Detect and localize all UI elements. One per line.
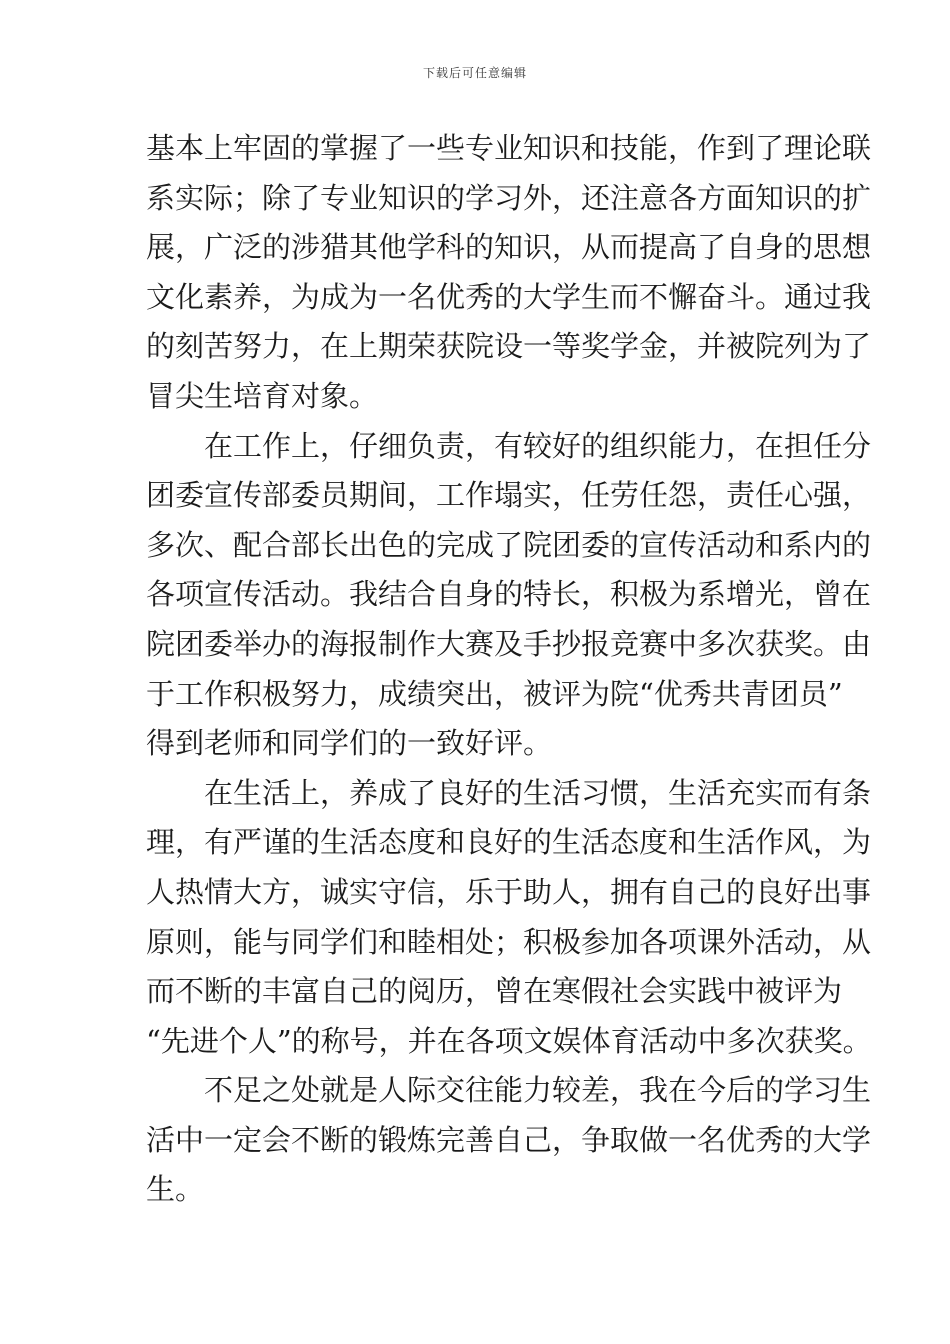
text-line: 各项宣传活动。我结合自身的特长，积极为系增光，曾在 xyxy=(146,577,872,612)
text-line: 而不断的丰富自己的阅历，曾在寒假社会实践中被评为 xyxy=(146,974,843,1009)
text-line: 在生活上，养成了良好的生活习惯，生活充实而有条 xyxy=(204,775,872,810)
text-line: 团委宣传部委员期间，工作塌实，任劳任怨，责任心强， xyxy=(146,478,872,513)
text-line: 原则，能与同学们和睦相处；积极参加各项课外活动，从 xyxy=(146,924,872,959)
paragraph-shortcomings xyxy=(146,1066,872,1215)
text-line: 文化素养，为成为一名优秀的大学生而不懈奋斗。通过我 xyxy=(146,279,872,314)
text-line: 生。 xyxy=(146,1172,205,1207)
text-line: 系实际；除了专业知识的学习外，还注意各方面知识的扩 xyxy=(146,180,872,215)
text-line: 不足之处就是人际交往能力较差，我在今后的学习生 xyxy=(204,1073,872,1108)
text-line: 冒尖生培育对象。 xyxy=(146,378,379,413)
text-line: 多次、配合部长出色的完成了院团委的宣传活动和系内的 xyxy=(146,527,872,562)
paragraph-study xyxy=(146,124,872,422)
text-line: 于工作积极努力，成绩突出，被评为院“优秀共青团员” xyxy=(146,676,843,711)
text-line: 基本上牢固的掌握了一些专业知识和技能，作到了理论联 xyxy=(146,131,872,165)
paragraph-life xyxy=(146,769,872,1067)
text-line: 展，广泛的涉猎其他学科的知识，从而提高了自身的思想 xyxy=(146,230,872,265)
text-line: 得到老师和同学们的一致好评。 xyxy=(146,726,553,761)
text-line: 活中一定会不断的锻炼完善自己，争取做一名优秀的大学 xyxy=(146,1122,872,1157)
text-line: “先进个人”的称号，并在各项文娱体育活动中多次获奖。 xyxy=(146,1023,872,1058)
text-line: 的刻苦努力，在上期荣获院设一等奖学金，并被院列为了 xyxy=(146,329,872,364)
text-line: 人热情大方，诚实守信，乐于助人，拥有自己的良好出事 xyxy=(146,874,872,909)
text-line: 在工作上，仔细负责，有较好的组织能力，在担任分 xyxy=(204,428,872,463)
text-line: 理，有严谨的生活态度和良好的生活态度和生活作风，为 xyxy=(146,825,872,860)
page-header: 下载后可任意编辑 xyxy=(422,66,527,80)
text-line: 院团委举办的海报制作大赛及手抄报竞赛中多次获奖。由 xyxy=(146,626,872,661)
document-body xyxy=(146,124,872,1215)
paragraph-work xyxy=(146,422,872,769)
